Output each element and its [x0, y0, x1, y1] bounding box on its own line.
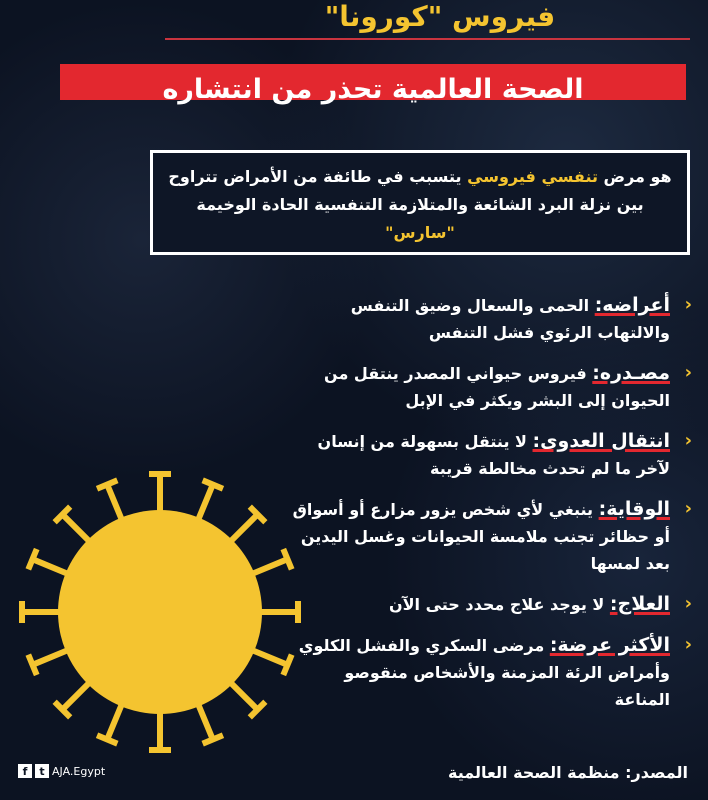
desc-text: هو مرض: [597, 167, 672, 186]
chevron-icon: ‹: [684, 498, 692, 519]
virus-spike-cap: [283, 549, 291, 569]
fact-label: العلاج:: [609, 593, 670, 615]
virus-spike: [62, 514, 89, 541]
chevron-icon: ‹: [684, 634, 692, 655]
virus-spike: [198, 485, 213, 520]
brand: [18, 764, 105, 778]
fact-prevention: [292, 496, 692, 577]
fact-at-risk: [292, 632, 692, 713]
brand-handle: AJA.Egypt: [52, 764, 106, 778]
fact-treatment: [292, 591, 692, 618]
facebook-icon[interactable]: f: [18, 764, 32, 778]
fact-symptoms: [292, 292, 692, 346]
fact-text: مرضى السكري والفشل الكلوي وأمراض الرئة المزمنة والأشخاص منقوصو المناعة: [298, 636, 670, 709]
virus-icon: [10, 462, 310, 762]
virus-spike-cap: [97, 480, 117, 488]
virus-spike: [198, 704, 213, 739]
fact-text: ينبغي لأي شخص يزور مزارع أو أسواق أو حظائر تجنب ملامسة الحيوانات وغسل اليدين بعد لمسها: [292, 500, 670, 573]
fact-transmission: [292, 428, 692, 482]
fact-label: مصـدره:: [592, 362, 670, 384]
virus-spike-cap: [203, 735, 223, 743]
fact-text: لا يوجد علاج محدد حتى الآن: [388, 595, 605, 614]
twitter-icon[interactable]: t: [35, 764, 49, 778]
chevron-icon: ‹: [684, 430, 692, 451]
chevron-icon: ‹: [684, 362, 692, 383]
source-credit: المصدر: منظمة الصحة العالمية: [448, 763, 688, 782]
fact-text: فيروس حيواني المصدر ينتقل من الحيوان إلى البشر ويكثر في الإبل: [324, 364, 670, 410]
desc-highlight-sars: "سارس": [385, 223, 455, 242]
fact-label: أعراضه:: [594, 294, 670, 316]
fact-label: الوقاية:: [598, 498, 670, 520]
description-box: [150, 150, 690, 255]
facts-list: [292, 292, 692, 727]
fact-source: [292, 360, 692, 414]
desc-text: يتسبب في طائفة من الأمراض تتراوح بين نزلة البرد الشائعة والمتلازمة التنفسية الحادة الوخيمة: [168, 167, 644, 214]
virus-spike: [231, 683, 258, 710]
title-divider: [165, 38, 690, 40]
virus-spike: [33, 650, 68, 665]
fact-label: الأكثر عرضة:: [549, 634, 670, 656]
fact-text: الحمى والسعال وضيق التنفس والالتهاب الرئوي فشل التنفس: [350, 296, 670, 342]
virus-spike-cap: [97, 735, 117, 743]
virus-spike: [252, 559, 287, 574]
virus-spike: [33, 559, 68, 574]
virus-spike: [107, 704, 122, 739]
virus-spike: [252, 650, 287, 665]
virus-spike-cap: [203, 480, 223, 488]
main-title: فيروس "كورونا": [324, 0, 556, 33]
virus-spike: [62, 683, 89, 710]
banner-title: الصحة العالمية تحذر من انتشاره: [162, 74, 584, 105]
chevron-icon: ‹: [684, 294, 692, 315]
virus-spike-cap: [28, 549, 36, 569]
fact-label: انتقال العدوى:: [532, 430, 670, 452]
virus-spike: [107, 485, 122, 520]
virus-spike-cap: [28, 655, 36, 675]
virus-spike-cap: [283, 655, 291, 675]
desc-highlight: تنفسي فيروسي: [467, 167, 598, 186]
virus-spike: [231, 514, 258, 541]
fact-text: لا ينتقل بسهولة من إنسان لآخر ما لم تحدث مخالطة قريبة: [317, 432, 670, 478]
chevron-icon: ‹: [684, 593, 692, 614]
